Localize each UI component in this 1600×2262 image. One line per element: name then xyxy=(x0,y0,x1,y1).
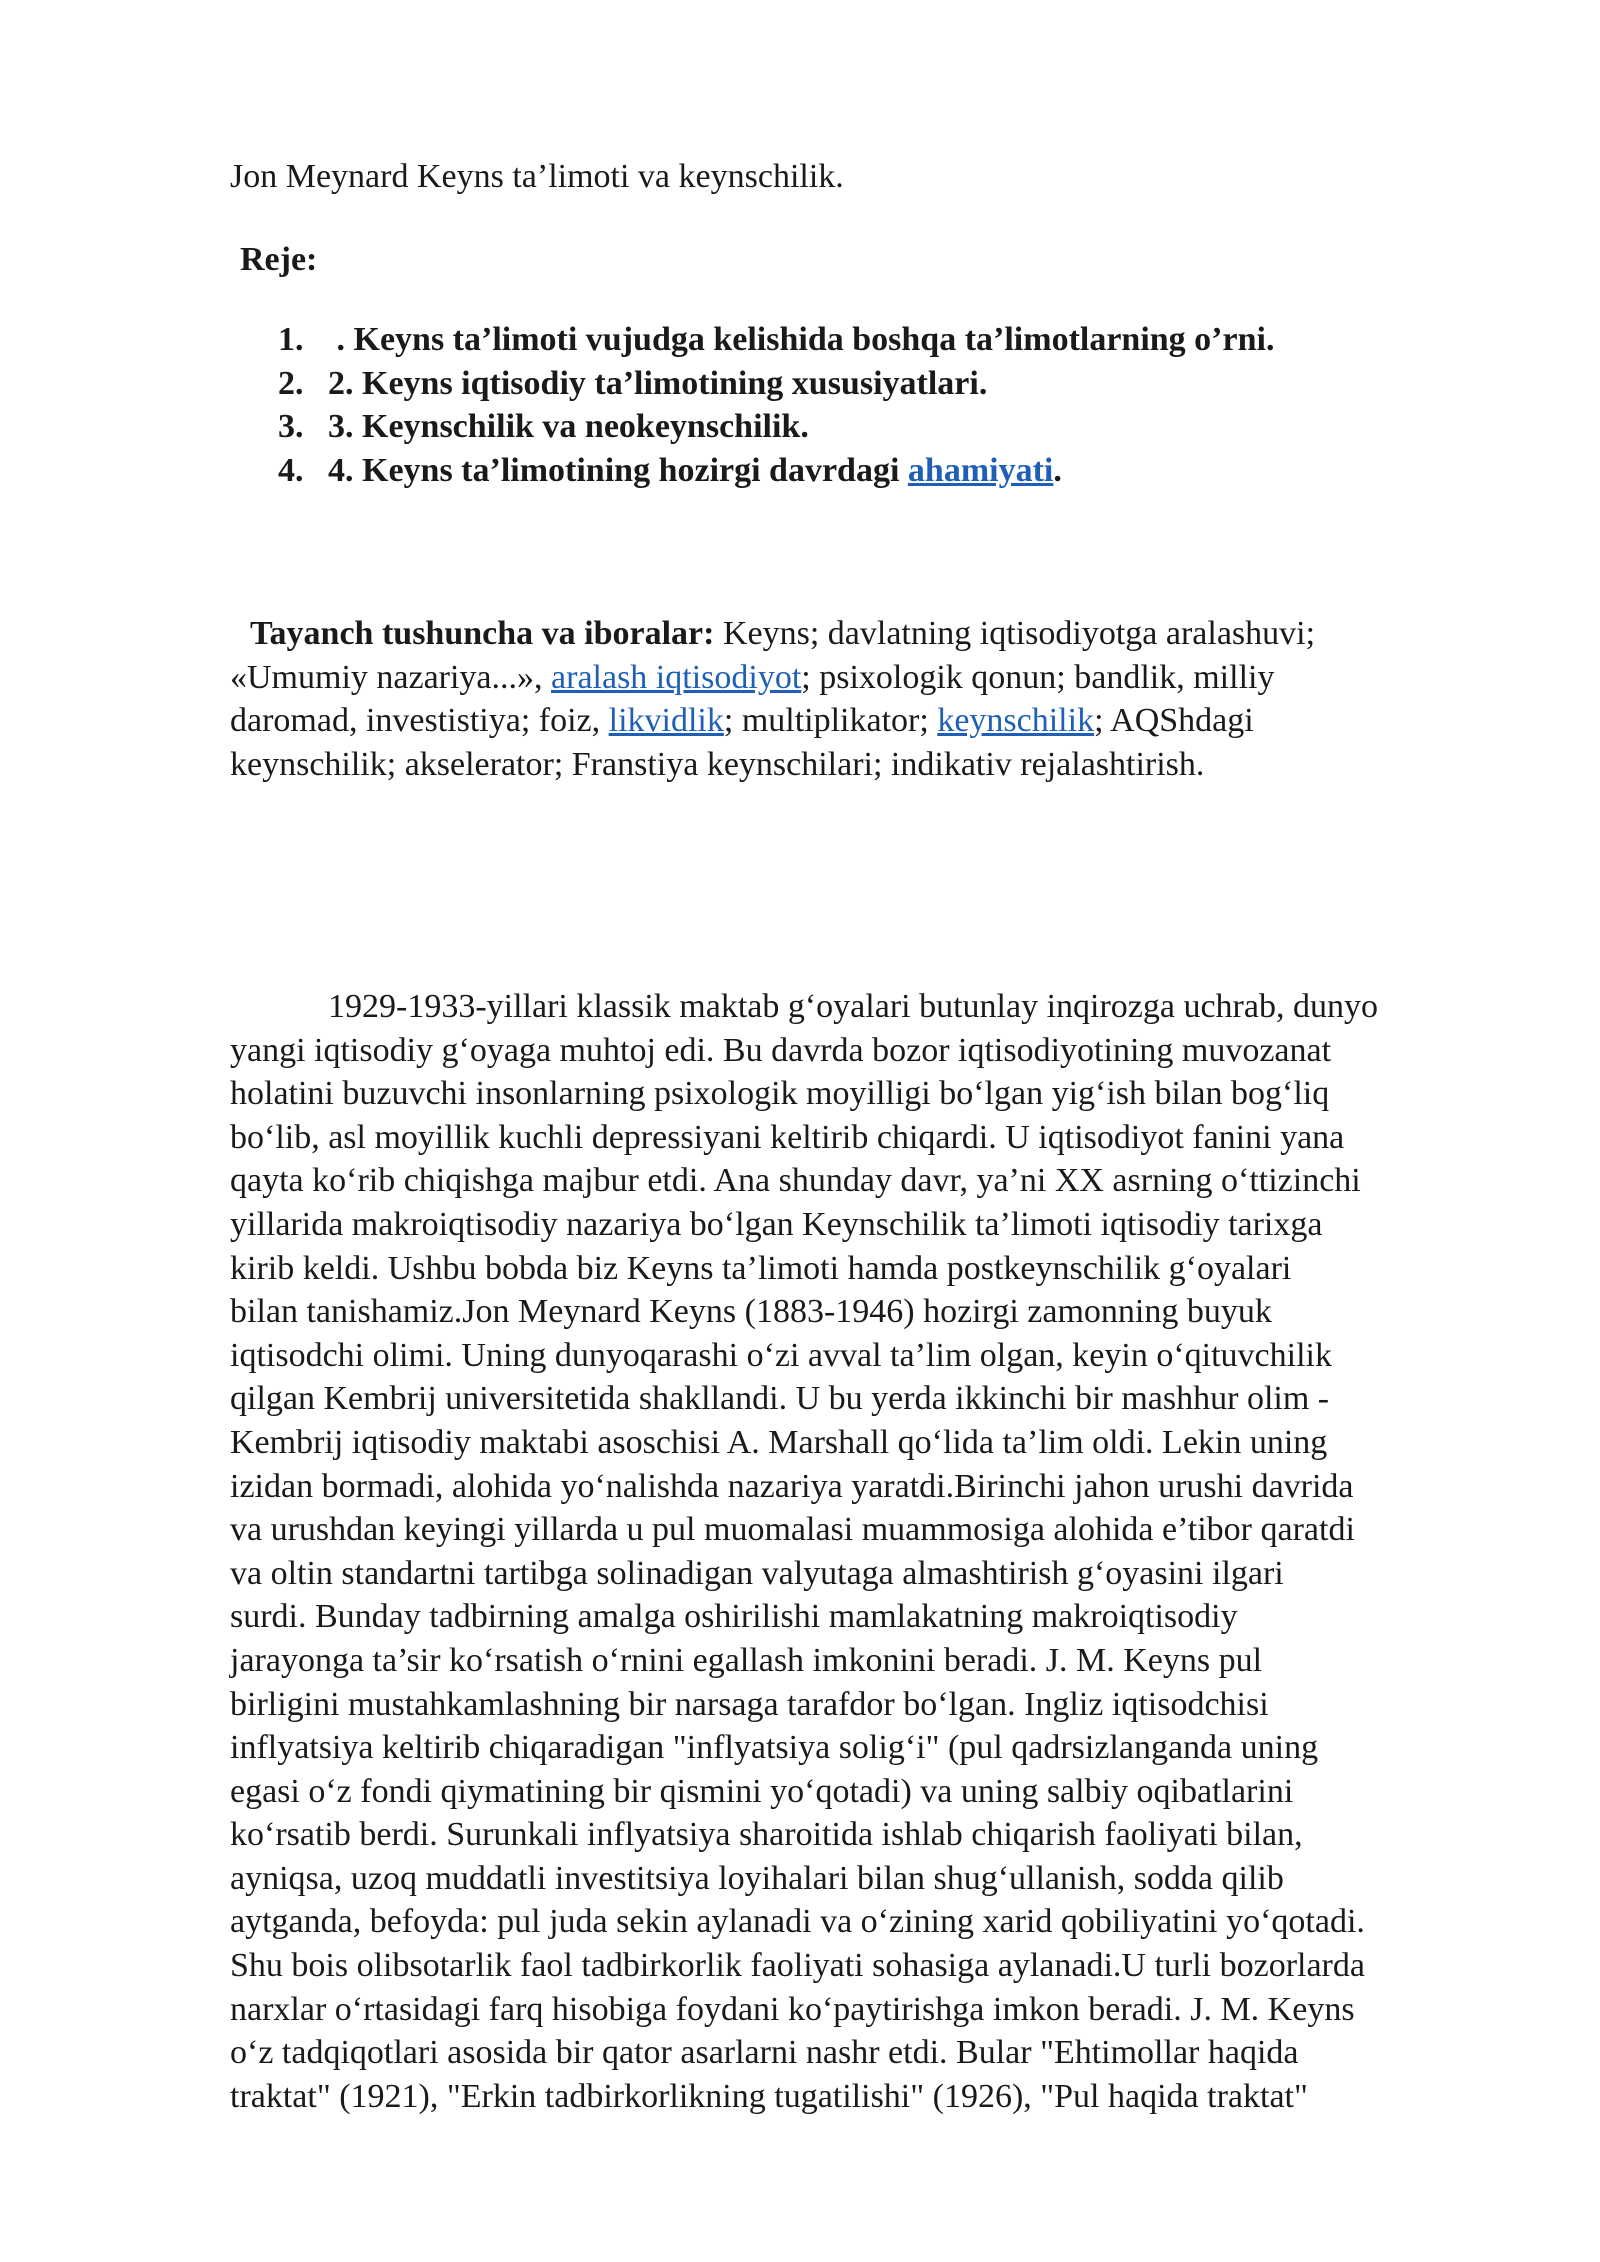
body-line: va oltin standartni tartibga solinadigan valyutaga almashtirish g‘oyasini ilgari xyxy=(230,1554,1284,1592)
keywords-line xyxy=(230,656,1530,700)
keywords-paragraph xyxy=(230,612,1530,786)
ahamiyati-link[interactable]: ahamiyati xyxy=(907,451,1054,489)
plan-item-label: . Keyns ta’limoti vujudga kelishida boshqa ta’limotlarning o’rni. xyxy=(328,321,1275,358)
plan-item-text xyxy=(328,362,987,406)
plan-item xyxy=(278,362,1274,406)
keywords-label: Tayanch tushuncha va iboralar: xyxy=(250,615,715,652)
plan-item-label: 3. Keynschilik va neokeynschilik. xyxy=(328,408,809,445)
body-line: egasi o‘z fondi qiymatining bir qismini yo‘qotadi) va uning salbiy oqibatlarini xyxy=(230,1772,1294,1810)
aralash-iqtisodiyot-link[interactable]: aralash iqtisodiyot xyxy=(551,658,802,696)
body-line: Shu bois olibsotarlik faol tadbirkorlik faoliyati sohasiga aylanadi.U turli bozorlarda xyxy=(230,1947,1365,1985)
plan-item xyxy=(278,318,1274,362)
plan-item-text xyxy=(328,405,809,449)
document-title: Jon Meynard Keyns ta’limoti va keynschilik. xyxy=(230,158,844,195)
keywords-text: «Umumiy nazariya...», xyxy=(230,658,552,696)
plan-item-number: 3. xyxy=(278,408,304,445)
likvidlik-link[interactable]: likvidlik xyxy=(608,702,724,739)
body-line: yangi iqtisodiy g‘oyaga muhtoj edi. Bu davrda bozor iqtisodiyotining muvozanat xyxy=(230,1031,1332,1069)
body-line: traktat" (1921), "Erkin tadbirkorlikning tugatilishi" (1926), "Pul haqida traktat" xyxy=(230,2077,1308,2115)
body-line: va urushdan keyingi yillarda u pul muomalasi muammosiga alohida e’tibor qaratdi xyxy=(230,1511,1355,1549)
body-line: birligini mustahkamlashning bir narsaga tarafdor bo‘lgan. Ingliz iqtisodchisi xyxy=(230,1685,1269,1723)
plan-item-number: 2. xyxy=(278,364,304,402)
body-line: kirib keldi. Ushbu bobda biz Keyns ta’limoti hamda postkeynschilik g‘oyalari xyxy=(230,1249,1292,1287)
body-line: iqtisodchi olimi. Uning dunyoqarashi o‘zi avval ta’lim olgan, keyin o‘qituvchilik xyxy=(230,1336,1332,1374)
plan-item-text xyxy=(328,318,1274,362)
plan-item-number: 4. xyxy=(278,451,304,489)
body-line: bo‘lib, asl moyillik kuchli depressiyani keltirib chiqardi. U iqtisodiyot fanini yana xyxy=(230,1118,1345,1156)
plan-item xyxy=(278,449,1274,493)
body-line: ayniqsa, uzoq muddatli investitsiya loyihalari bilan shug‘ullanish, sodda qilib xyxy=(230,1859,1284,1897)
body-line: surdi. Bunday tadbirning amalga oshirilishi mamlakatning makroiqtisodiy xyxy=(230,1598,1238,1636)
body-line: Kembrij iqtisodiy maktabi asoschisi A. Marshall qo‘lida ta’lim oldi. Lekin uning xyxy=(230,1423,1328,1461)
body-line: jarayonga ta’sir ko‘rsatish o‘rnini egallash imkonini beradi. J. M. Keyns pul xyxy=(230,1641,1263,1679)
body-line: izidan bormadi, alohida yo‘nalishda nazariya yaratdi.Birinchi jahon urushi davrida xyxy=(230,1467,1354,1505)
plan-item xyxy=(278,405,1274,449)
body-line: holatini buzuvchi insonlarning psixologik moyilligi bo‘lgan yig‘ish bilan bog‘liq xyxy=(230,1075,1330,1113)
body-line: o‘z tadqiqotlari asosida bir qator asarlarni nashr etdi. Bular "Ehtimollar haqida xyxy=(230,2034,1299,2072)
body-line: narxlar o‘rtasidagi farq hisobiga foydani ko‘paytirishga imkon beradi. J. M. Keyns xyxy=(230,1990,1355,2028)
body-line: yillarida makroiqtisodiy nazariya bo‘lgan Keynschilik ta’limoti iqtisodiy tarixga xyxy=(230,1205,1323,1243)
plan-heading: Reje: xyxy=(240,241,318,278)
keynschilik-link[interactable]: keynschilik xyxy=(937,702,1095,739)
keywords-text: daromad, investistiya; foiz, xyxy=(230,702,609,739)
keywords-line xyxy=(230,699,1530,743)
keywords-line: keynschilik; akselerator; Franstiya keynschilari; indikativ rejalashtirish. xyxy=(230,745,1205,783)
keywords-text: ; AQShdagi xyxy=(1094,702,1254,739)
plan-item-label: 2. Keyns iqtisodiy ta’limotining xususiyatlari. xyxy=(328,364,988,402)
keywords-text: ; psixologik qonun; bandlik, milliy xyxy=(801,658,1275,696)
keywords-text: ; multiplikator; xyxy=(723,702,938,739)
body-line: ko‘rsatib berdi. Surunkali inflyatsiya sharoitida ishlab chiqarish faoliyati bilan, xyxy=(230,1816,1303,1854)
keywords-line xyxy=(230,612,1530,656)
body-paragraph xyxy=(230,985,1570,2118)
body-line: inflyatsiya keltirib chiqaradigan "inflyatsiya solig‘i" (pul qadrsizlanganda uning xyxy=(230,1729,1319,1767)
body-line: bilan tanishamiz.Jon Meynard Keyns (1883-1946) hozirgi zamonning buyuk xyxy=(230,1293,1272,1331)
plan-item-label: 4. Keyns ta’limotining hozirgi davrdagi xyxy=(328,451,908,489)
body-line: 1929-1933-yillari klassik maktab g‘oyalari butunlay inqirozga uchrab, dunyo xyxy=(328,988,1378,1025)
plan-item-suffix: . xyxy=(1053,451,1062,489)
keywords-text: Keyns; davlatning iqtisodiyotga aralashuvi; xyxy=(714,615,1316,652)
body-line: qilgan Kembrij universitetida shakllandi. U bu yerda ikkinchi bir mashhur olim - xyxy=(230,1380,1330,1418)
body-line: qayta ko‘rib chiqishga majbur etdi. Ana shunday davr, ya’ni XX asrning o‘ttizinchi xyxy=(230,1162,1361,1200)
plan-item-text xyxy=(328,449,1062,493)
plan-item-number: 1. xyxy=(278,321,304,358)
plan-list xyxy=(278,318,1274,492)
body-line: aytganda, befoyda: pul juda sekin aylanadi va o‘zining xarid qobiliyatini yo‘qotadi. xyxy=(230,1903,1365,1941)
